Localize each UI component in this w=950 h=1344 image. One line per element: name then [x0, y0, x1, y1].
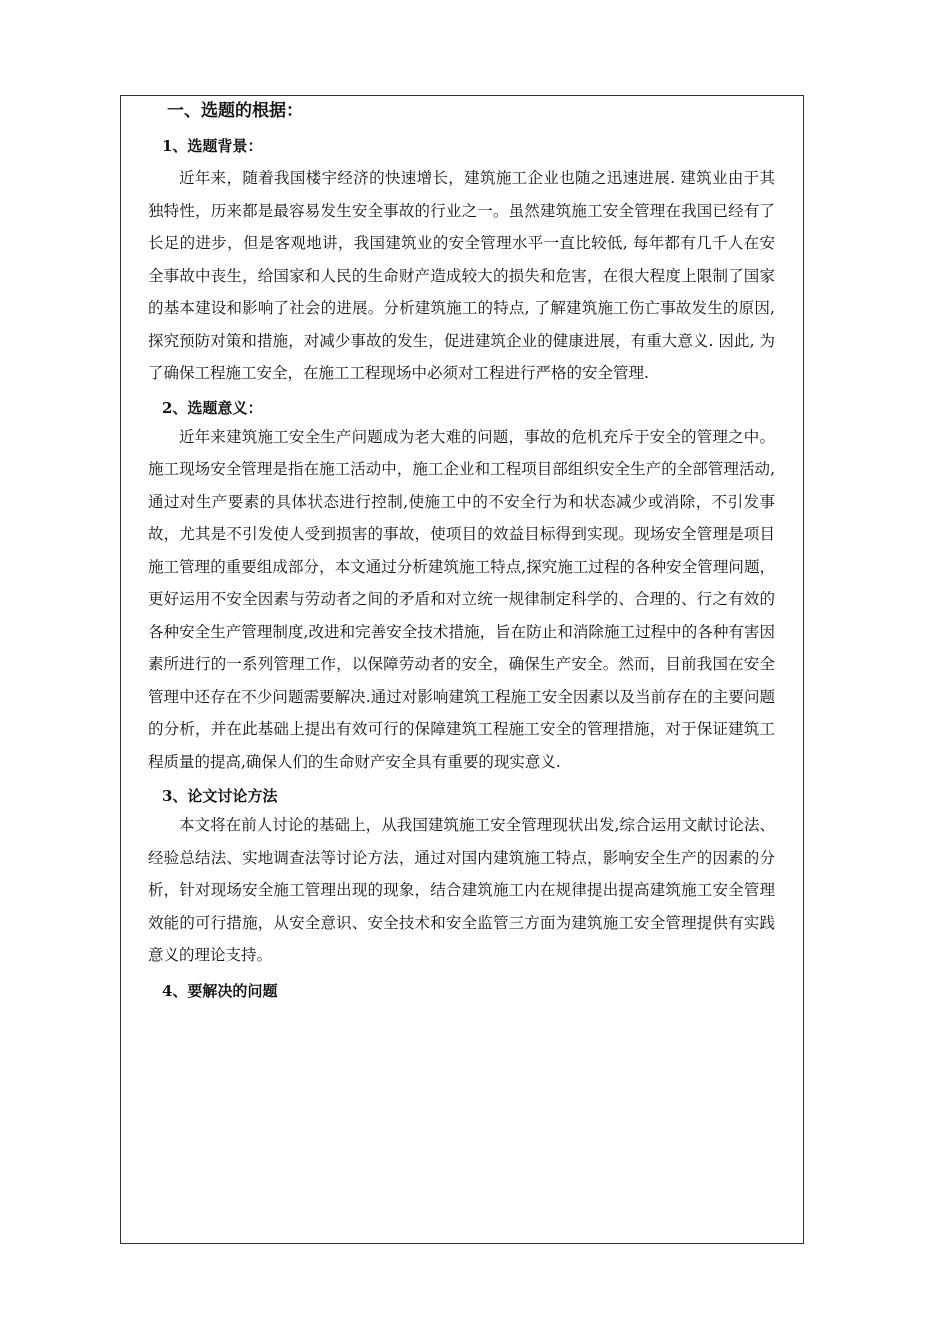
section-title: 一、选题的根据：	[167, 101, 303, 121]
significance-paragraph: 近年来建筑施工安全生产问题成为老大难的问题，事故的危机充斥于安全的管理之中。施工现场安全管理是指在施工活动中，施工企业和工程项目部组织安全生产的全部管理活动,通过对生产要素的具体状态进行控制,使施工中的不安全行为和状态减少或消除，不引发事故，尤其是不引发使人受到损害的事故，使项目的效益目标得到实现。现场安全管理是项目施工管理的重要组成部分，本文通过分析建筑施工特点,探究施工过程的各种安全管理问题，更好运用不安全因素与劳动者之间的矛盾和对立统一规律制定科学的、合理的、行之有效的各种安全生产管理制度,改进和完善安全技术措施，旨在防止和消除施工过程中的各种有害因素所进行的一系列管理工作，以保障劳动者的安全，确保生产安全。然而，目前我国在安全管理中还存在不少问题需要解决.通过对影响建筑工程施工安全因素以及当前存在的主要问题的分析，并在此基础上提出有效可行的保障建筑工程施工安全的管理措施，对于保证建筑工程质量的提高,确保人们的生命财产安全具有重要的现实意义.	[148, 427, 775, 771]
document-body	[148, 100, 775, 1002]
document-table-frame	[120, 95, 804, 1244]
significance-heading: 2、选题意义：	[162, 398, 263, 417]
method-paragraph: 本文将在前人讨论的基础上，从我国建筑施工安全管理现状出发,综合运用文献讨论法、经验总结法、实地调查法等讨论方法，通过对国内建筑施工特点，影响安全生产的因素的分析，针对现场安全施工管理出现的现象，结合建筑施工内在规律提出提高建筑施工安全管理效能的可行措施，从安全意识、安全技术和安全监管三方面为建筑施工安全管理提供有实践意义的理论支持。	[148, 816, 775, 964]
background-paragraph: 近年来，随着我国楼宇经济的快速增长，建筑施工企业也随之迅速进展. 建筑业由于其独特性，历来都是最容易发生安全事故的行业之一。虽然建筑施工安全管理在我国已经有了长足的进步，但是客观地讲，我国建筑业的安全管理水平一直比较低, 每年都有几千人在安全事故中丧生，给国家和人民的生命财产造成较大的损失和危害，在很大程度上限制了国家的基本建设和影响了社会的进展。分析建筑施工的特点, 了解建筑施工伤亡事故发生的原因, 探究预防对策和措施，对减少事故的发生，促进建筑企业的健康进展，有重大意义. 因此, 为了确保工程施工安全，在施工工程现场中必须对工程进行严格的安全管理.	[148, 169, 775, 382]
method-heading: 3、论文讨论方法	[162, 787, 278, 805]
problems-heading: 4、要解决的问题	[162, 981, 278, 1000]
background-heading: 1、选题背景：	[162, 137, 263, 155]
